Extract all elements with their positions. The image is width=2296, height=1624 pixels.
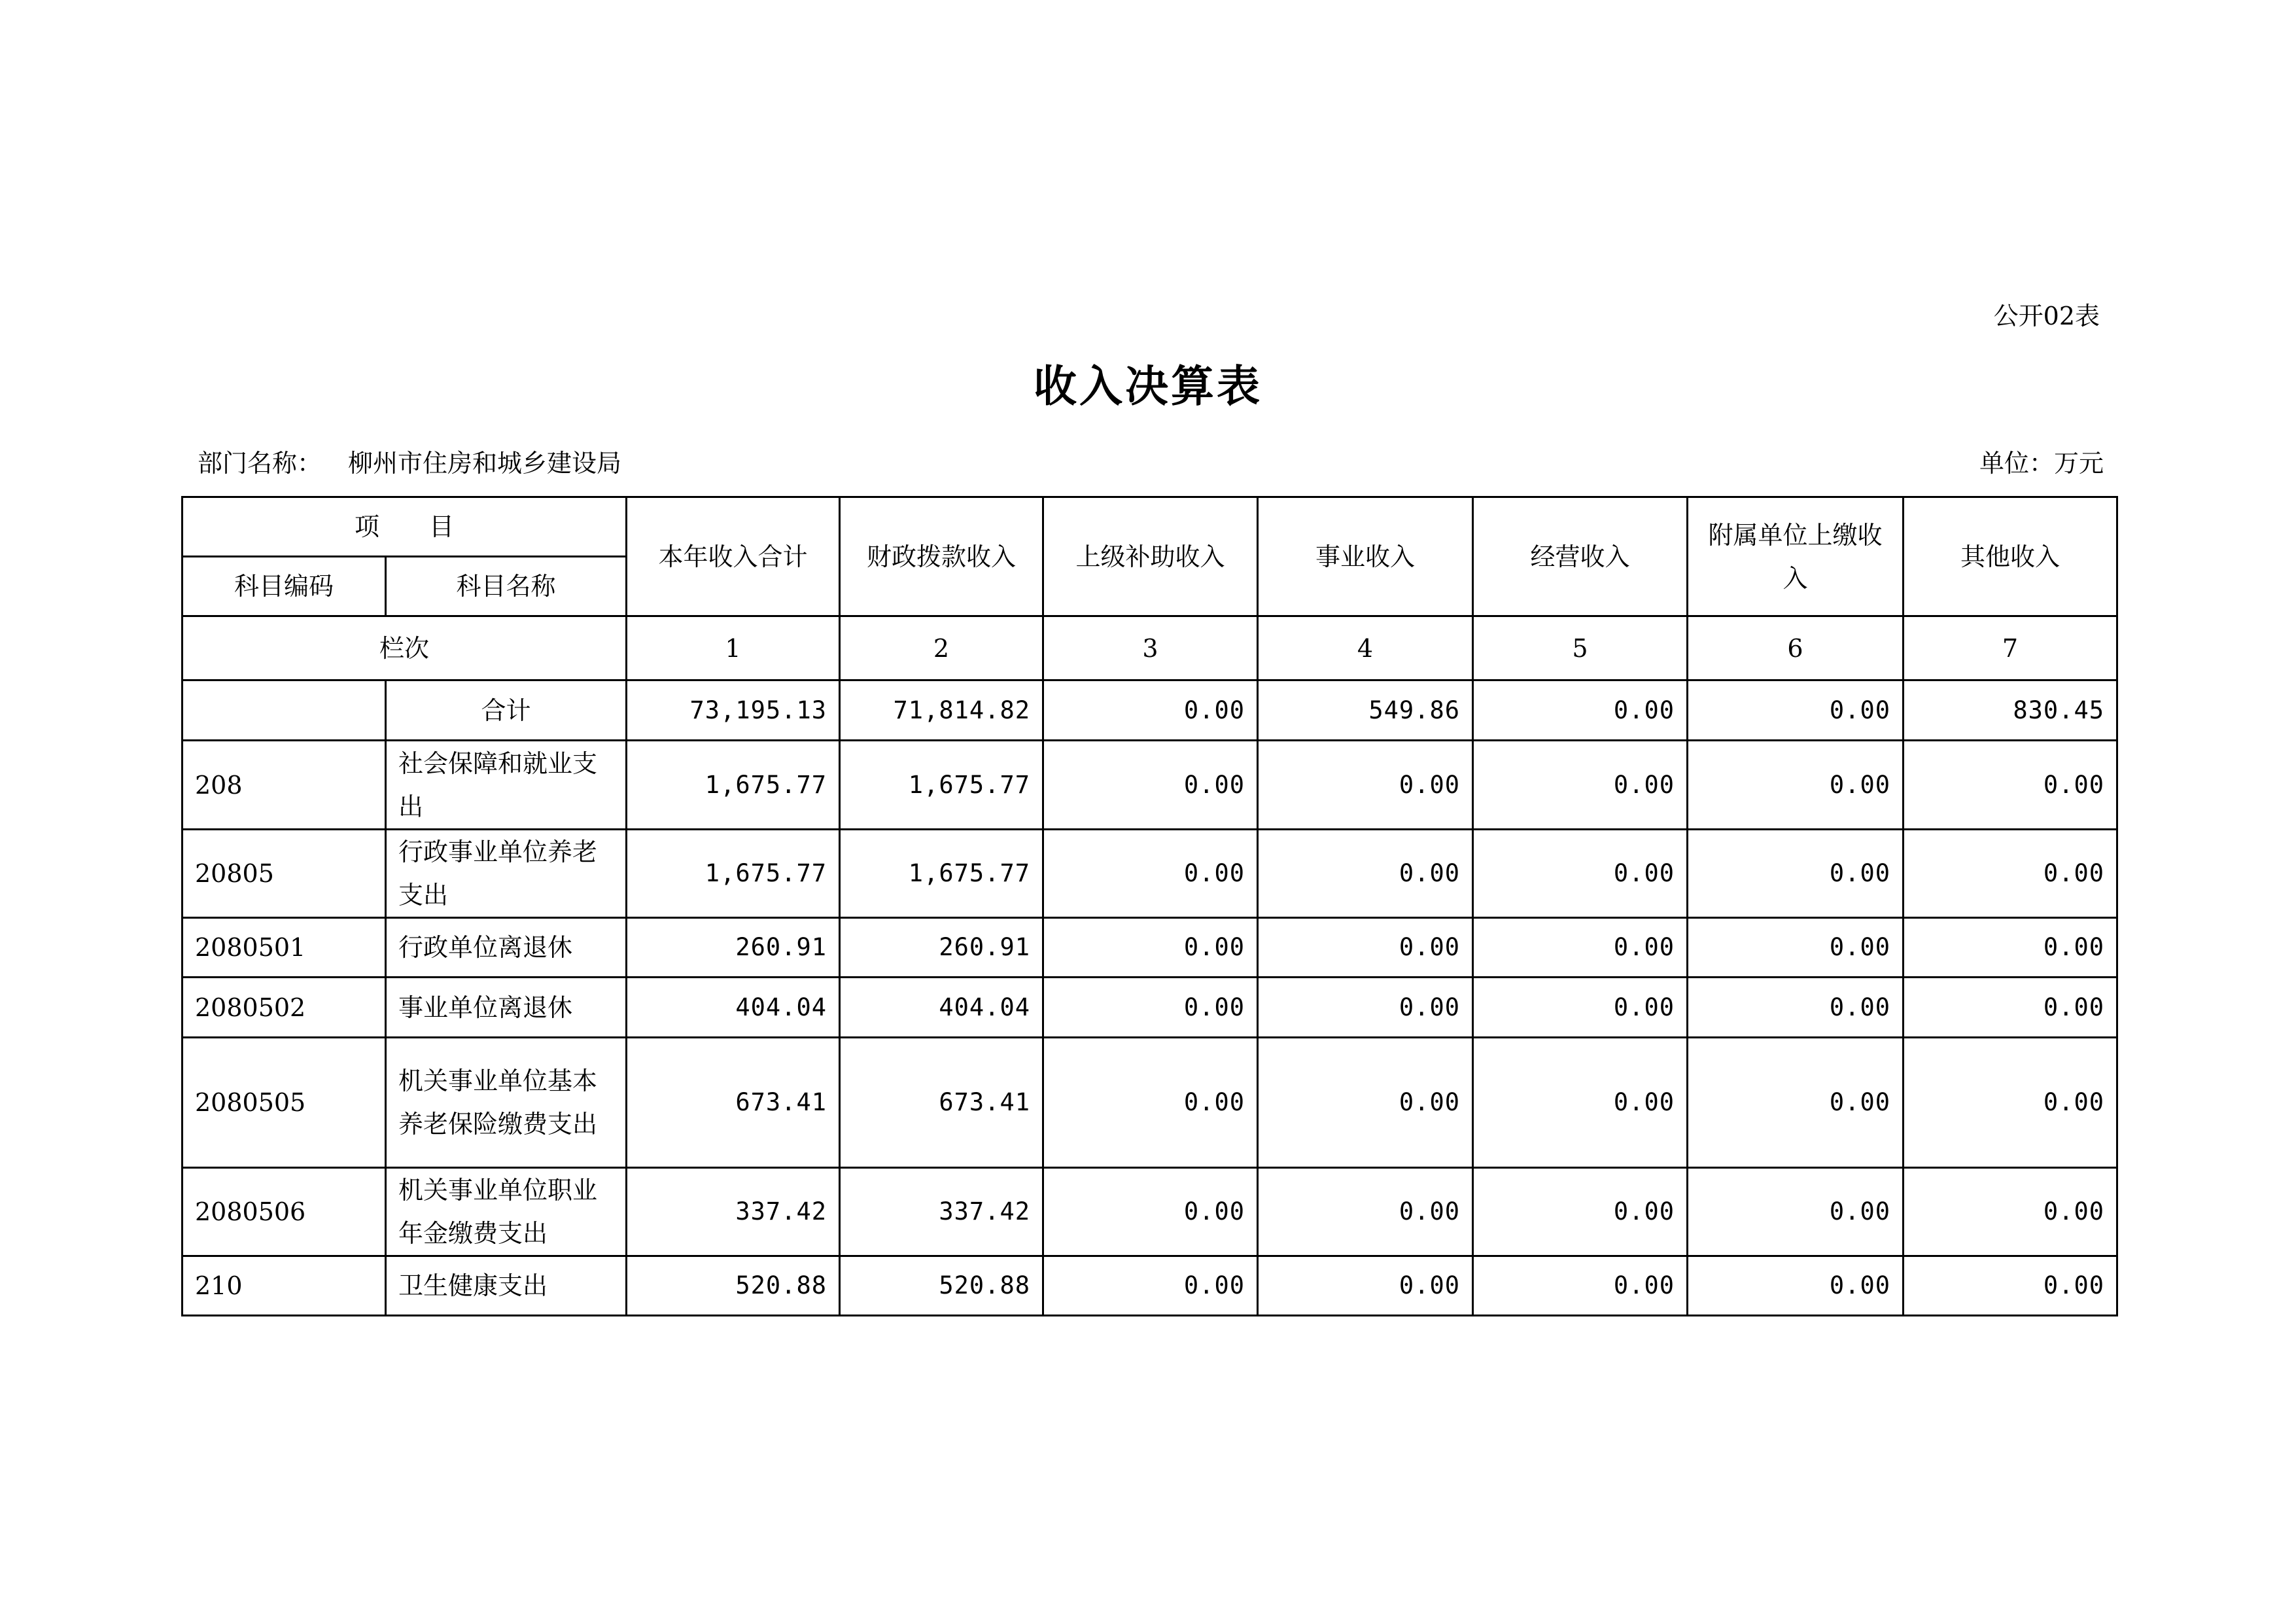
value-cell: 0.00: [1043, 918, 1258, 978]
value-cell: 0.00: [1258, 1168, 1473, 1256]
subject-name: 机关事业单位基本养老保险缴费支出: [386, 1038, 627, 1168]
column-index: 6: [1688, 616, 1904, 680]
table-row: [183, 918, 2117, 978]
subject-name: 事业单位离退休: [386, 978, 627, 1038]
value-cell: 0.00: [1043, 741, 1258, 830]
value-cell: 0.00: [1904, 918, 2117, 978]
value-cell: 0.00: [1043, 1256, 1258, 1316]
total-value: 71,814.82: [840, 680, 1043, 741]
value-cell: 520.88: [840, 1256, 1043, 1316]
value-cell: 0.00: [1904, 741, 2117, 830]
value-cell: 0.00: [1904, 1256, 2117, 1316]
total-label: 合计: [386, 680, 627, 741]
header-col-business: 事业收入: [1258, 497, 1473, 616]
value-cell: 1,675.77: [840, 741, 1043, 830]
subject-code: 20805: [183, 830, 386, 918]
value-cell: 0.00: [1688, 741, 1904, 830]
department-name: 柳州市住房和城乡建设局: [348, 449, 622, 478]
value-cell: 260.91: [627, 918, 840, 978]
table-row: [183, 1168, 2117, 1256]
value-cell: 1,675.77: [627, 830, 840, 918]
value-cell: 0.00: [1043, 1038, 1258, 1168]
subject-code: 2080505: [183, 1038, 386, 1168]
department-label: 部门名称：: [198, 449, 322, 478]
value-cell: 0.00: [1904, 830, 2117, 918]
subject-name: 机关事业单位职业年金缴费支出: [386, 1168, 627, 1256]
total-value: 830.45: [1904, 680, 2117, 741]
unit-label: 单位：万元: [1979, 449, 2104, 478]
value-cell: 0.00: [1043, 978, 1258, 1038]
value-cell: 673.41: [627, 1038, 840, 1168]
report-title: 收入决算表: [1034, 361, 1262, 412]
value-cell: 1,675.77: [840, 830, 1043, 918]
value-cell: 404.04: [840, 978, 1043, 1038]
value-cell: 337.42: [840, 1168, 1043, 1256]
value-cell: 520.88: [627, 1256, 840, 1316]
total-value: 0.00: [1688, 680, 1904, 741]
department-line: [198, 447, 621, 480]
column-index: 2: [840, 616, 1043, 680]
header-name: 科目名称: [386, 557, 627, 616]
header-item: 项 目: [183, 497, 627, 557]
column-index: 4: [1258, 616, 1473, 680]
value-cell: 0.00: [1473, 978, 1688, 1038]
value-cell: 0.00: [1258, 830, 1473, 918]
value-cell: 0.00: [1473, 918, 1688, 978]
header-col-fiscal: 财政拨款收入: [840, 497, 1043, 616]
header-code: 科目编码: [183, 557, 386, 616]
table-row: [183, 1256, 2117, 1316]
total-value: 0.00: [1043, 680, 1258, 741]
total-value: 73,195.13: [627, 680, 840, 741]
value-cell: 0.00: [1043, 1168, 1258, 1256]
value-cell: 0.00: [1904, 1168, 2117, 1256]
total-row: [183, 680, 2117, 741]
header-col-other: 其他收入: [1904, 497, 2117, 616]
table-row: [183, 978, 2117, 1038]
subject-name: 卫生健康支出: [386, 1256, 627, 1316]
header-row-1: [183, 497, 2117, 557]
subject-code: 210: [183, 1256, 386, 1316]
value-cell: 337.42: [627, 1168, 840, 1256]
value-cell: 0.00: [1473, 1038, 1688, 1168]
subject-name: 社会保障和就业支出: [386, 741, 627, 830]
total-value: 0.00: [1473, 680, 1688, 741]
subject-code: 2080501: [183, 918, 386, 978]
column-index: 1: [627, 616, 840, 680]
value-cell: 0.00: [1473, 830, 1688, 918]
value-cell: 0.00: [1258, 1256, 1473, 1316]
value-cell: 0.00: [1258, 741, 1473, 830]
value-cell: 0.00: [1904, 1038, 2117, 1168]
column-index-row: [183, 616, 2117, 680]
header-col-total: 本年收入合计: [627, 497, 840, 616]
column-index-label: 栏次: [183, 616, 627, 680]
header-col-superior: 上级补助收入: [1043, 497, 1258, 616]
value-cell: 0.00: [1688, 1256, 1904, 1316]
value-cell: 0.00: [1688, 1038, 1904, 1168]
value-cell: 0.00: [1473, 741, 1688, 830]
value-cell: 0.00: [1688, 1168, 1904, 1256]
income-final-accounts-table: [181, 496, 2118, 1316]
value-cell: 0.00: [1688, 978, 1904, 1038]
subject-name: 行政单位离退休: [386, 918, 627, 978]
total-value: 549.86: [1258, 680, 1473, 741]
header-col-operating: 经营收入: [1473, 497, 1688, 616]
value-cell: 0.00: [1904, 978, 2117, 1038]
value-cell: 0.00: [1043, 830, 1258, 918]
value-cell: 0.00: [1473, 1256, 1688, 1316]
value-cell: 0.00: [1473, 1168, 1688, 1256]
value-cell: 0.00: [1258, 1038, 1473, 1168]
table-row: [183, 830, 2117, 918]
subject-code: 2080506: [183, 1168, 386, 1256]
table-row: [183, 741, 2117, 830]
value-cell: 1,675.77: [627, 741, 840, 830]
value-cell: 404.04: [627, 978, 840, 1038]
value-cell: 260.91: [840, 918, 1043, 978]
subject-code: 208: [183, 741, 386, 830]
header-col-affiliated: 附属单位上缴收入: [1688, 497, 1904, 616]
column-index: 7: [1904, 616, 2117, 680]
column-index: 5: [1473, 616, 1688, 680]
subject-code: 2080502: [183, 978, 386, 1038]
subject-name: 行政事业单位养老支出: [386, 830, 627, 918]
value-cell: 0.00: [1688, 830, 1904, 918]
total-code-cell: [183, 680, 386, 741]
form-number: 公开02表: [1993, 302, 2100, 330]
column-index: 3: [1043, 616, 1258, 680]
value-cell: 0.00: [1688, 918, 1904, 978]
table-row: [183, 1038, 2117, 1168]
value-cell: 673.41: [840, 1038, 1043, 1168]
value-cell: 0.00: [1258, 978, 1473, 1038]
value-cell: 0.00: [1258, 918, 1473, 978]
